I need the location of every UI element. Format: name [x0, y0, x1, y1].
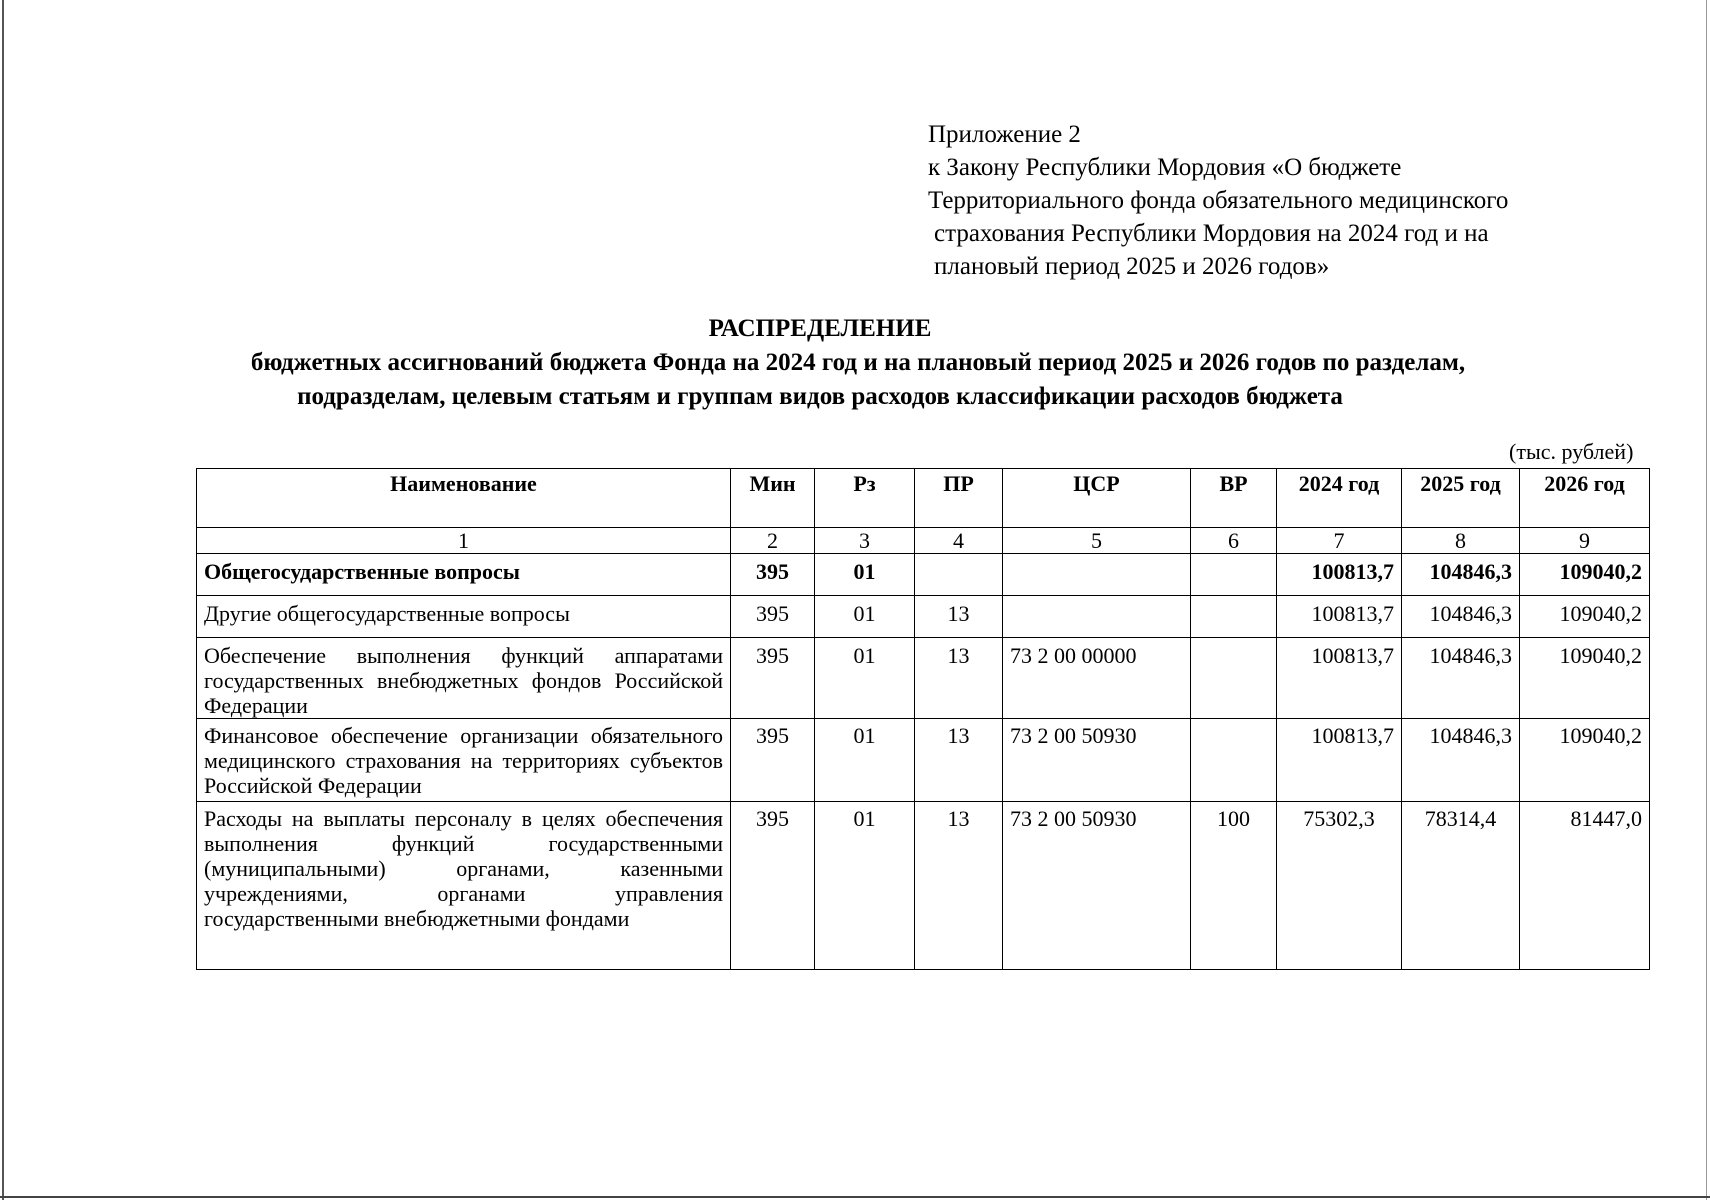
appendix-line-4: страхования Республики Мордовия на 2024 год и на: [934, 220, 1489, 247]
column-number: 7: [1277, 528, 1402, 554]
row-2024: 100813,7: [1277, 719, 1402, 802]
column-number: 6: [1191, 528, 1277, 554]
header-vr: ВР: [1191, 469, 1277, 528]
scan-edge-left: [2, 0, 4, 1200]
row-vr: [1191, 596, 1277, 638]
table-row: [197, 719, 1650, 802]
row-min: 395: [731, 719, 815, 802]
appendix-note: [928, 118, 1508, 283]
row-csr: [1003, 554, 1191, 596]
column-number: 1: [197, 528, 731, 554]
row-min: 395: [731, 802, 815, 970]
header-2024: 2024 год: [1277, 469, 1402, 528]
row-2024: 75302,3: [1277, 802, 1402, 970]
row-name: Расходы на выплаты персоналу в целях обеспечения выполнения функций государственными (муниципальными) органами, казенными учреждениями, органами управления государственными внебюджетными фондами: [197, 802, 731, 970]
table-row: [197, 638, 1650, 719]
column-number: 9: [1520, 528, 1650, 554]
table-row: [197, 596, 1650, 638]
row-pr: 13: [915, 802, 1003, 970]
row-rz: 01: [815, 596, 915, 638]
header-pr: ПР: [915, 469, 1003, 528]
row-vr: [1191, 638, 1277, 719]
appendix-line-1: Приложение 2: [928, 121, 1081, 148]
row-min: 395: [731, 596, 815, 638]
row-2026: 109040,2: [1520, 596, 1650, 638]
row-2025: 104846,3: [1402, 719, 1520, 802]
row-pr: 13: [915, 596, 1003, 638]
header-row: [197, 469, 1650, 528]
row-2026: 109040,2: [1520, 638, 1650, 719]
row-2025: 104846,3: [1402, 638, 1520, 719]
header-min: Мин: [731, 469, 815, 528]
row-pr: 13: [915, 719, 1003, 802]
title-line-1: бюджетных ассигнований бюджета Фонда на 2024 год и на плановый период 2025 и 2026 годов по разделам,: [250, 349, 1466, 376]
row-pr: 13: [915, 638, 1003, 719]
table-row: [197, 802, 1650, 970]
header-name: Наименование: [197, 469, 731, 528]
row-vr: [1191, 554, 1277, 596]
table-row: [197, 554, 1650, 596]
budget-table: [196, 468, 1650, 970]
appendix-line-3: Территориального фонда обязательного медицинского: [928, 187, 1509, 214]
row-min: 395: [731, 638, 815, 719]
row-csr: 73 2 00 50930: [1003, 719, 1191, 802]
row-2024: 100813,7: [1277, 638, 1402, 719]
row-2026: 81447,0: [1520, 802, 1650, 970]
column-number: 3: [815, 528, 915, 554]
row-csr: 73 2 00 50930: [1003, 802, 1191, 970]
header-csr: ЦСР: [1003, 469, 1191, 528]
row-rz: 01: [815, 638, 915, 719]
column-number: 4: [915, 528, 1003, 554]
row-2026: 109040,2: [1520, 719, 1650, 802]
scan-edge-bottom: [0, 1196, 1710, 1198]
row-name: Обеспечение выполнения функций аппаратами государственных внебюджетных фондов Российской Федерации: [197, 638, 731, 719]
row-pr: [915, 554, 1003, 596]
scan-edge-right: [1706, 0, 1707, 1200]
header-2026: 2026 год: [1520, 469, 1650, 528]
column-number: 2: [731, 528, 815, 554]
row-csr: 73 2 00 00000: [1003, 638, 1191, 719]
row-2024: 100813,7: [1277, 554, 1402, 596]
row-csr: [1003, 596, 1191, 638]
row-name: Общегосударственные вопросы: [197, 554, 731, 596]
header-2025: 2025 год: [1402, 469, 1520, 528]
row-rz: 01: [815, 802, 915, 970]
units-label: (тыс. рублей): [1509, 439, 1634, 464]
appendix-line-2: к Закону Республики Мордовия «О бюджете: [928, 154, 1402, 181]
row-name: Другие общегосударственные вопросы: [197, 596, 731, 638]
row-2025: 104846,3: [1402, 596, 1520, 638]
title-heading: РАСПРЕДЕЛЕНИЕ: [708, 315, 932, 342]
row-2025: 78314,4: [1402, 802, 1520, 970]
row-vr: 100: [1191, 802, 1277, 970]
header-rz: Рз: [815, 469, 915, 528]
document-title: [190, 312, 1466, 414]
appendix-line-5: плановый период 2025 и 2026 годов»: [934, 253, 1330, 280]
row-name: Финансовое обеспечение организации обязательного медицинского страхования на территориях субъектов Российской Федерации: [197, 719, 731, 802]
row-rz: 01: [815, 719, 915, 802]
row-vr: [1191, 719, 1277, 802]
title-line-2: подразделам, целевым статьям и группам видов расходов классификации расходов бюджета: [297, 383, 1343, 410]
row-2025: 104846,3: [1402, 554, 1520, 596]
row-2024: 100813,7: [1277, 596, 1402, 638]
column-number: 8: [1402, 528, 1520, 554]
row-2026: 109040,2: [1520, 554, 1650, 596]
column-number: 5: [1003, 528, 1191, 554]
row-min: 395: [731, 554, 815, 596]
row-rz: 01: [815, 554, 915, 596]
column-number-row: [197, 528, 1650, 554]
